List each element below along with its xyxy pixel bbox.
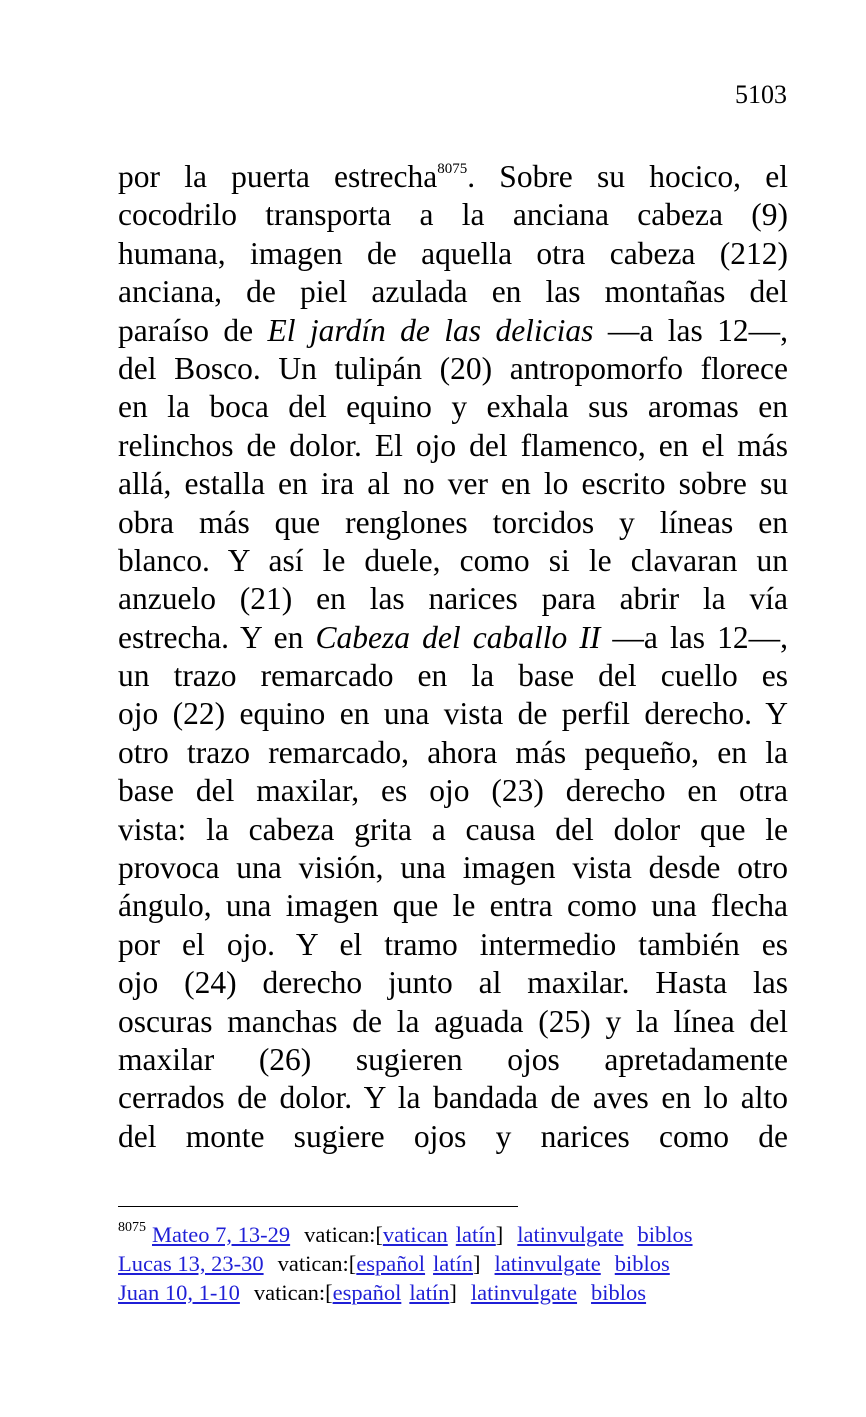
text-line <box>118 312 788 350</box>
vatican-label: vatican:[ <box>253 1280 333 1305</box>
text-segment: por la puerta estrecha <box>118 159 438 194</box>
text-line: ojo (22) equino en una vista de perfil derecho. Y <box>118 696 788 732</box>
text-line: un trazo remarcado en la base del cuello es <box>118 658 788 694</box>
text-line: cocodrilo transporta a la anciana cabeza (9) <box>118 197 788 233</box>
biblos-link[interactable]: biblos <box>637 1222 693 1247</box>
text-segment: estrecha. Y en <box>118 619 316 655</box>
biblos-link[interactable]: biblos <box>614 1251 670 1276</box>
footnote-number: 8075 <box>118 1220 146 1235</box>
latin-link[interactable]: latín <box>455 1222 496 1247</box>
footnote-line <box>118 1278 818 1307</box>
body-text <box>118 158 788 1156</box>
footnotes <box>118 1220 818 1307</box>
footnote-line <box>118 1220 818 1249</box>
text-line: en la boca del equino y exhala sus aromas en <box>118 389 788 425</box>
bible-ref-link[interactable]: Mateo 7, 13-29 <box>152 1222 291 1247</box>
text-line: ojo (24) derecho junto al maxilar. Hasta las <box>118 965 788 1001</box>
vatican-link[interactable]: vatican <box>382 1222 448 1247</box>
text-line: ángulo, una imagen que le entra como una flecha <box>118 888 788 924</box>
biblos-link[interactable]: biblos <box>591 1280 647 1305</box>
footnote-divider <box>118 1206 518 1207</box>
text-line: oscuras manchas de la aguada (25) y la línea del <box>118 1003 788 1039</box>
text-line: otro trazo remarcado, ahora más pequeño, en la <box>118 734 788 770</box>
text-line: allá, estalla en ira al no ver en lo escrito sobre su <box>118 466 788 502</box>
text-line: base del maxilar, es ojo (23) derecho en otra <box>118 773 788 809</box>
bracket-close: ] <box>449 1280 457 1305</box>
text-line: humana, imagen de aquella otra cabeza (212) <box>118 235 788 271</box>
vatican-label: vatican:[ <box>277 1251 357 1276</box>
vatican-label: vatican:[ <box>304 1222 383 1247</box>
artwork-title: El jardín de las delicias <box>267 312 594 348</box>
text-line: maxilar (26) sugieren ojos apretadamente <box>118 1041 788 1077</box>
bracket-close: ] <box>473 1251 481 1276</box>
text-line: anzuelo (21) en las narices para abrir la vía <box>118 581 788 617</box>
latin-link[interactable]: latín <box>409 1280 450 1305</box>
text-line: vista: la cabeza grita a causa del dolor que le <box>118 811 788 847</box>
spanish-link[interactable]: español <box>332 1280 402 1305</box>
text-line: por el ojo. Y el tramo intermedio también es <box>118 926 788 962</box>
text-segment: . Sobre su hocico, el <box>467 159 788 194</box>
bracket-close: ] <box>495 1222 504 1247</box>
text-line: del Bosco. Un tulipán (20) antropomorfo florece <box>118 350 788 386</box>
page-number: 5103 <box>735 80 787 109</box>
text-line: provoca una visión, una imagen vista desde otro <box>118 850 788 886</box>
artwork-title: Cabeza del caballo II <box>315 619 601 655</box>
text-line: blanco. Y así le duele, como si le clavaran un <box>118 542 788 578</box>
text-segment: —a las 12—, <box>593 312 788 348</box>
text-line <box>118 619 788 657</box>
text-line: anciana, de piel azulada en las montañas del <box>118 274 788 310</box>
text-segment: —a las 12—, <box>600 619 788 655</box>
footnote-reference[interactable]: 8075 <box>437 161 468 177</box>
footnote-line <box>118 1249 818 1278</box>
spanish-link[interactable]: español <box>356 1251 426 1276</box>
latinvulgate-link[interactable]: latinvulgate <box>494 1251 601 1276</box>
text-line: cerrados de dolor. Y la bandada de aves en lo alto <box>118 1080 788 1116</box>
latinvulgate-link[interactable]: latinvulgate <box>470 1280 578 1305</box>
bible-ref-link[interactable]: Juan 10, 1-10 <box>118 1280 240 1305</box>
latin-link[interactable]: latín <box>433 1251 474 1276</box>
latinvulgate-link[interactable]: latinvulgate <box>517 1222 624 1247</box>
text-line <box>118 158 788 196</box>
text-line: relinchos de dolor. El ojo del flamenco, en el más <box>118 427 788 463</box>
bible-ref-link[interactable]: Lucas 13, 23-30 <box>118 1251 264 1276</box>
text-line: del monte sugiere ojos y narices como de <box>118 1118 788 1154</box>
text-line: obra más que renglones torcidos y líneas en <box>118 504 788 540</box>
text-segment: paraíso de <box>118 312 268 348</box>
